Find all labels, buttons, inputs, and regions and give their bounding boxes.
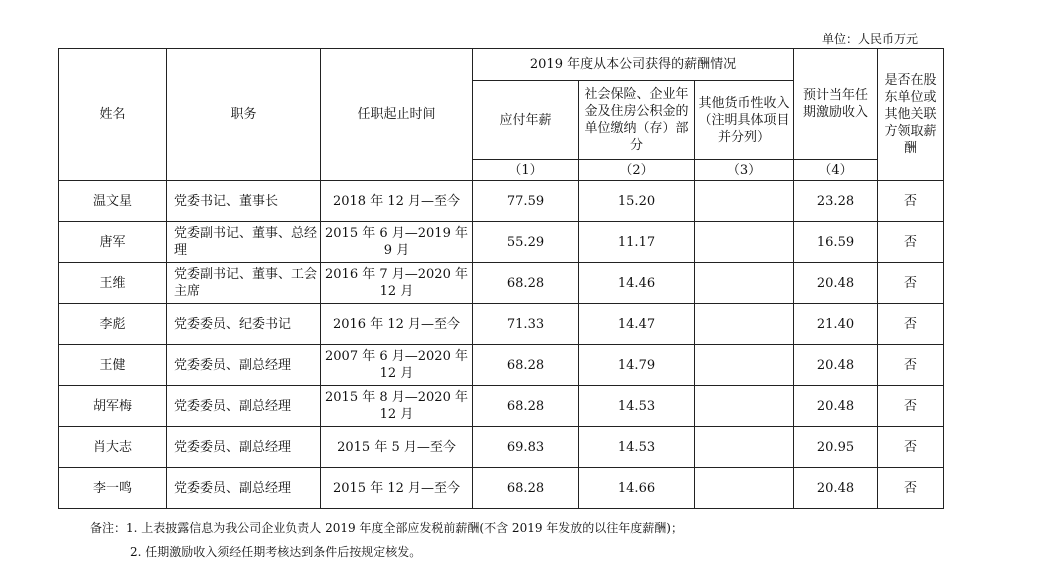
cell-related: 否 [878,468,944,509]
cell-insurance: 14.47 [579,304,695,345]
table-row [59,427,944,468]
cell-name: 王健 [59,345,167,386]
cell-tenure: 2015 年 5 月—至今 [321,427,473,468]
cell-position: 党委委员、副总经理 [167,427,321,468]
cell-position: 党委副书记、董事、总经理 [167,222,321,263]
header-related-pay: 是否在股东单位或其他关联方领取薪酬 [878,49,944,181]
cell-position: 党委委员、副总经理 [167,345,321,386]
cell-insurance: 11.17 [579,222,695,263]
cell-salary: 77.59 [473,181,579,222]
cell-incentive: 20.48 [794,386,878,427]
cell-other [695,468,794,509]
table-row [59,386,944,427]
cell-name: 温文星 [59,181,167,222]
footnotes [90,516,683,564]
cell-incentive: 23.28 [794,181,878,222]
cell-tenure: 2018 年 12 月—至今 [321,181,473,222]
cell-name: 唐军 [59,222,167,263]
cell-tenure: 2015 年 12 月—至今 [321,468,473,509]
cell-salary: 68.28 [473,386,579,427]
cell-related: 否 [878,304,944,345]
table-row [59,263,944,304]
cell-name: 李一鸣 [59,468,167,509]
cell-position: 党委委员、纪委书记 [167,304,321,345]
table-row [59,304,944,345]
cell-tenure: 2016 年 12 月—至今 [321,304,473,345]
cell-position: 党委书记、董事长 [167,181,321,222]
cell-tenure: 2015 年 8 月—2020 年 12 月 [321,386,473,427]
cell-related: 否 [878,263,944,304]
cell-salary: 71.33 [473,304,579,345]
cell-insurance: 14.53 [579,427,695,468]
cell-other [695,345,794,386]
header-name: 姓名 [59,49,167,181]
cell-tenure: 2007 年 6 月—2020 年 12 月 [321,345,473,386]
cell-salary: 68.28 [473,345,579,386]
cell-insurance: 14.79 [579,345,695,386]
compensation-table [58,48,944,509]
cell-insurance: 14.53 [579,386,695,427]
cell-incentive: 16.59 [794,222,878,263]
cell-incentive: 21.40 [794,304,878,345]
header-tenure: 任职起止时间 [321,49,473,181]
footnote-2: 2. 任期激励收入须经任期考核达到条件后按规定核发。 [130,545,422,559]
cell-salary: 68.28 [473,468,579,509]
table-body [59,181,944,509]
cell-position: 党委委员、副总经理 [167,468,321,509]
cell-incentive: 20.48 [794,468,878,509]
cell-related: 否 [878,386,944,427]
cell-salary: 55.29 [473,222,579,263]
cell-other [695,304,794,345]
header-col3: （3） [695,160,794,181]
cell-name: 胡军梅 [59,386,167,427]
cell-position: 党委委员、副总经理 [167,386,321,427]
header-col4: （4） [794,160,878,181]
header-group-2019: 2019 年度从本公司获得的薪酬情况 [473,49,794,81]
cell-other [695,427,794,468]
cell-incentive: 20.95 [794,427,878,468]
table-row [59,345,944,386]
cell-insurance: 14.66 [579,468,695,509]
cell-tenure: 2016 年 7 月—2020 年 12 月 [321,263,473,304]
cell-salary: 69.83 [473,427,579,468]
header-col2: （2） [579,160,695,181]
header-annual-salary: 应付年薪 [473,81,579,160]
cell-name: 肖大志 [59,427,167,468]
header-other-income: 其他货币性收入（注明具体项目并分列） [695,81,794,160]
header-social-insurance: 社会保险、企业年金及住房公积金的单位缴纳（存）部分 [579,81,695,160]
cell-related: 否 [878,345,944,386]
cell-name: 李彪 [59,304,167,345]
header-position: 职务 [167,49,321,181]
header-incentive: 预计当年任期激励收入 [794,49,878,160]
header-col1: （1） [473,160,579,181]
table-row [59,468,944,509]
table-row [59,181,944,222]
unit-label: 单位：人民币万元 [821,32,918,46]
cell-other [695,181,794,222]
cell-incentive: 20.48 [794,345,878,386]
cell-related: 否 [878,181,944,222]
footnote-1: 备注：1. 上表披露信息为我公司企业负责人 2019 年度全部应发税前薪酬(不含 2019 年发放的以往年度薪酬)； [90,521,683,535]
cell-other [695,222,794,263]
cell-insurance: 14.46 [579,263,695,304]
cell-related: 否 [878,222,944,263]
cell-salary: 68.28 [473,263,579,304]
cell-other [695,386,794,427]
table-header [59,49,944,181]
cell-insurance: 15.20 [579,181,695,222]
cell-incentive: 20.48 [794,263,878,304]
cell-position: 党委副书记、董事、工会主席 [167,263,321,304]
cell-name: 王维 [59,263,167,304]
cell-related: 否 [878,427,944,468]
cell-tenure: 2015 年 6 月—2019 年 9 月 [321,222,473,263]
table-row [59,222,944,263]
cell-other [695,263,794,304]
